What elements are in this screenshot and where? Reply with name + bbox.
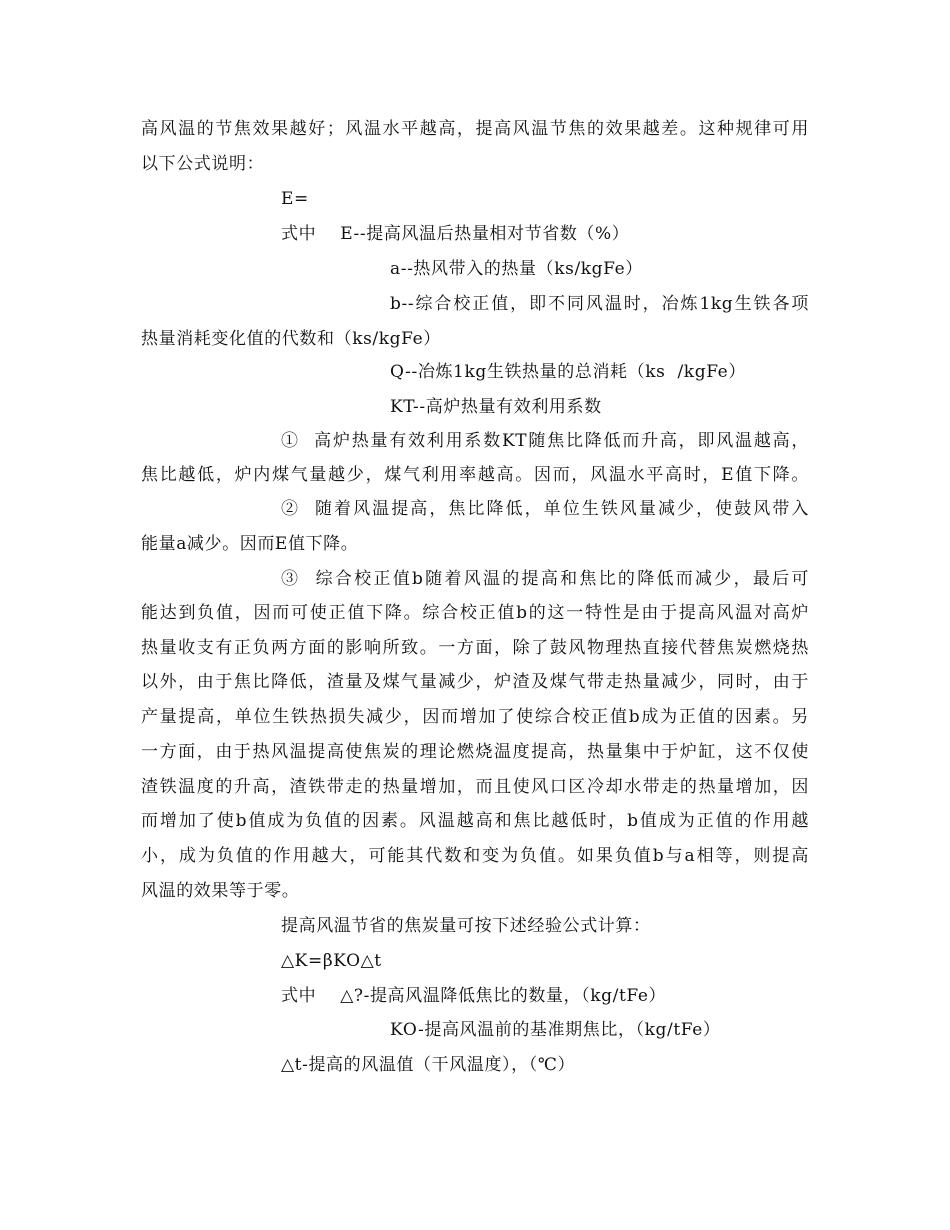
formula-definition: 式中 △?-提高风温降低焦比的数量，（kg/tFe）: [281, 986, 667, 1006]
text-line: 以外，由于焦比降低，渣量及煤气量减少，炉渣及煤气带走热量减少，同时，由于: [141, 672, 809, 692]
text-line: 高风温的节焦效果越好；风温水平越高，提高风温节焦的效果越差。这种规律可用: [141, 119, 809, 139]
text-line: 而增加了使b值成为负值的因素。风温越高和焦比越低时，b值成为正值的作用越: [141, 811, 809, 831]
text-line: 能量a减少。因而E值下降。: [141, 534, 359, 554]
formula-line: △K=βKO△t: [281, 951, 382, 971]
text-line: 焦比越低，炉内煤气量越少，煤气利用率越高。因而，风温水平高时，E值下降。: [141, 465, 809, 485]
text-line: 渣铁温度的升高，渣铁带走的热量增加，而且使风口区冷却水带走的热量增加，因: [141, 777, 809, 797]
formula-definition: a--热风带入的热量（ks/kgFe）: [390, 259, 643, 279]
text-line: 提高风温节省的焦炭量可按下述经验公式计算：: [281, 916, 651, 936]
formula-line: E=: [281, 189, 309, 209]
formula-definition: Q--冶炼1kg生铁热量的总消耗（ks /kgFe）: [390, 362, 746, 382]
formula-definition: △t-提高的风温值（干风温度），（℃）: [281, 1055, 576, 1075]
text-line: 能达到负值，因而可使正值下降。综合校正值b的这一特性是由于提高风温对高炉: [141, 603, 809, 623]
text-line: 一方面，由于热风温提高使焦炭的理论燃烧温度提高，热量集中于炉缸，这不仅使: [141, 742, 809, 762]
formula-definition: 式中 E--提高风温后热量相对节省数（%）: [281, 224, 630, 244]
list-item: ③ 综合校正值b随着风温的提高和焦比的降低而减少，最后可: [281, 569, 809, 589]
text-line: 风温的效果等于零。: [141, 881, 300, 901]
formula-definition: b--综合校正值，即不同风温时，冶炼1kg生铁各项: [390, 294, 809, 314]
formula-definition: KT--高炉热量有效利用系数: [390, 397, 602, 417]
list-item: ② 随着风温提高，焦比降低，单位生铁风量减少，使鼓风带入: [281, 499, 809, 519]
list-item: ① 高炉热量有效利用系数KT随焦比降低而升高，即风温越高，: [281, 431, 809, 451]
formula-definition: KO-提高风温前的基准期焦比，（kg/tFe）: [390, 1020, 721, 1040]
text-line: 热量收支有正负两方面的影响所致。一方面，除了鼓风物理热直接代替焦炭燃烧热: [141, 638, 809, 658]
text-line: 热量消耗变化值的代数和（ks/kgFe）: [141, 329, 441, 349]
text-line: 产量提高，单位生铁热损失减少，因而增加了使综合校正值b成为正值的因素。另: [141, 707, 809, 727]
text-line: 小，成为负值的作用越大，可能其代数和变为负值。如果负值b与a相等，则提高: [141, 846, 809, 866]
text-line: 以下公式说明：: [141, 154, 265, 174]
